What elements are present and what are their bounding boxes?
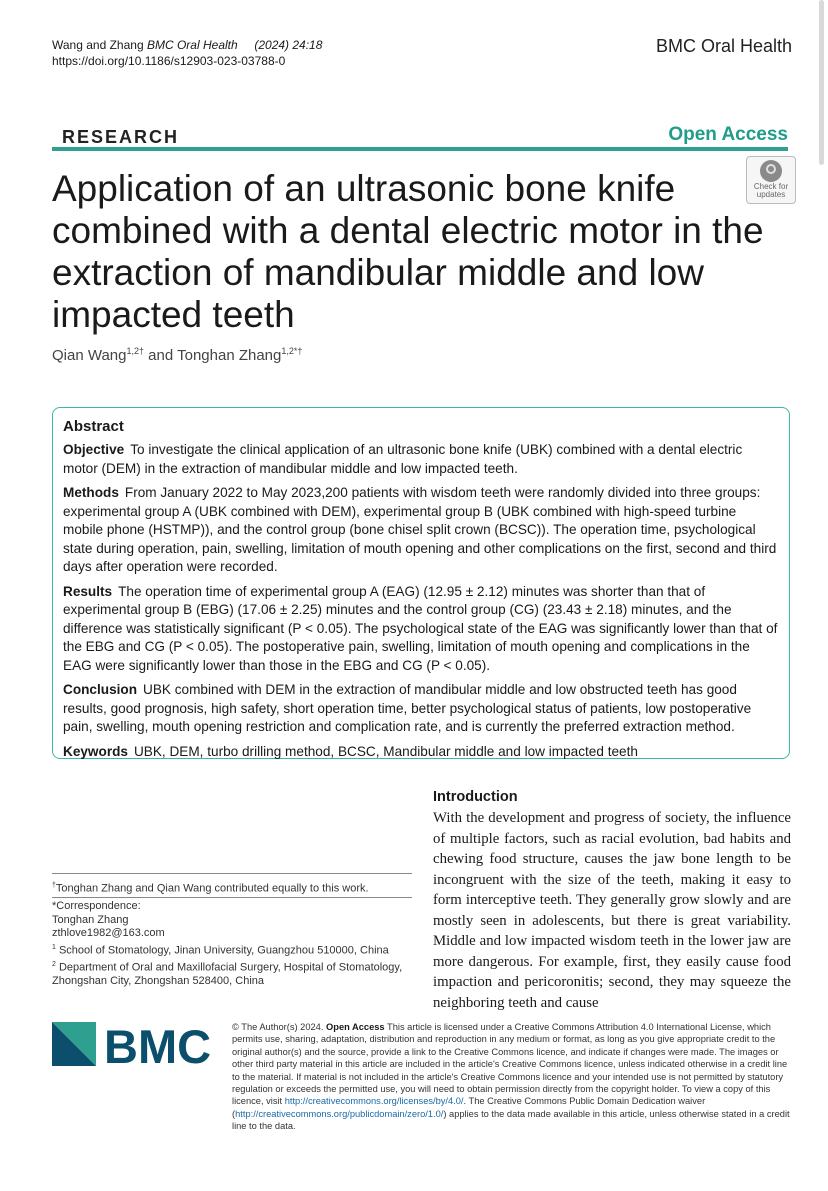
check-for-updates-label: Check for updates xyxy=(753,182,789,199)
citation-year-volume: (2024) 24:18 xyxy=(254,38,323,52)
abstract-conclusion xyxy=(63,681,779,737)
dagger-mark: † xyxy=(52,882,56,889)
keywords-text: UBK, DEM, turbo drilling method, BCSC, Mandibular middle and low impacted teeth xyxy=(133,743,638,759)
abstract-methods xyxy=(63,484,779,577)
affiliation-mark: 1 xyxy=(52,943,56,951)
abstract-heading: Abstract xyxy=(63,418,124,435)
abstract-results xyxy=(63,583,779,676)
copyright-text: © The Author(s) 2024. xyxy=(232,1022,324,1032)
author-affiliation-mark: 1,2† xyxy=(126,346,145,356)
correspondence-email[interactable]: zthlove1982@163.com xyxy=(52,927,165,939)
equal-contribution-note xyxy=(52,879,369,896)
affiliation-text: Department of Oral and Maxillofacial Surgery, Hospital of Stomatology, Zhongshan City, Zhongshan 528400, China xyxy=(52,961,403,987)
introduction-heading: Introduction xyxy=(433,789,518,805)
article-title: Application of an ultrasonic bone knife combined with a dental electric motor in the extraction of mandibular middle and low impacted teeth xyxy=(52,168,764,335)
affiliation-2 xyxy=(52,958,412,989)
correspondence-name: Tonghan Zhang xyxy=(52,913,129,926)
open-access-label: Open Access xyxy=(668,124,788,145)
license-link-cc-by[interactable]: http://creativecommons.org/licenses/by/4.0/ xyxy=(284,1096,464,1107)
author-affiliation-mark: 1,2*† xyxy=(281,346,303,356)
abstract-objective xyxy=(63,441,779,478)
objective-label: Objective xyxy=(63,442,125,457)
license-body: . The Creative Commons Public Domain Dedication waiver ( xyxy=(232,1096,706,1119)
bmc-logo-text: BMC xyxy=(104,1022,212,1068)
introduction-body: With the development and progress of society, the influence of multiple factors, such as racial evolution, bad habits and chewing food structure, causes the jaw bone length to be incongruent with the size of the teeth, making it easy to form interceptive teeth. They generally grow slowly and are mostly seen in adolescents, but there is great variability. Middle and low impacted wisdom teeth in the lower jaw are more dangerous. For example, first, they easily cause food impaction and pericoronitis; second, they may squeeze the neighboring teeth and cause xyxy=(433,810,791,1011)
license-body: This article is licensed under a Creative Commons Attribution 4.0 International License, which permits use, sharing, adaptation, distribution and reproduction in any medium or format, as long as you give appropriate credit to the original author(s) and the source, provide a link to the Creative Commons licence, and indicate if changes were made. The images or other third party material in this article are included in the article's Creative Commons licence, unless indicated otherwise in a credit line to the material. If material is not included in the article's Creative Commons licence and your intended use is not permitted by statutory regulation or exceeds the permitted use, you will need to obtain permission directly from the copyright holder. To view a copy of this licence, visit xyxy=(232,1022,788,1107)
methods-label: Methods xyxy=(63,485,119,500)
results-label: Results xyxy=(63,583,113,599)
objective-text: To investigate the clinical application of an ultrasonic bone knife (UBK) combined with a dental electric motor (DEM) in the extraction of mandibular middle and low impacted teeth. xyxy=(63,442,743,476)
author-name[interactable]: Tonghan Zhang xyxy=(177,347,282,364)
license-link-cc-zero[interactable]: http://creativecommons.org/publicdomain/zero/1.0/ xyxy=(235,1108,444,1119)
banner-divider xyxy=(52,147,788,151)
article-type-label: RESEARCH xyxy=(62,127,180,147)
license-text xyxy=(232,1021,794,1133)
citation-line xyxy=(52,38,322,52)
abstract-box xyxy=(52,407,790,759)
conclusion-text: UBK combined with DEM in the extraction of mandibular middle and low obstructed teeth has good results, good prognosis, high safety, short operation time, better psychological status of patients, low postoperative pain, swelling, mouth opening restriction and complication rate, and is currently the preferred extraction method. xyxy=(63,682,752,734)
correspondence-block xyxy=(52,900,412,988)
footnote-divider xyxy=(52,873,412,874)
keywords-label: Keywords xyxy=(63,743,128,759)
affiliation-text: School of Stomatology, Jinan University, Guangzhou 510000, China xyxy=(58,944,389,957)
equal-contribution-text: Tonghan Zhang and Qian Wang contributed equally to this work. xyxy=(55,882,369,895)
license-body: ) applies to the data made available in this article, unless otherwise stated in a credit line to the data. xyxy=(232,1108,790,1132)
doi-link[interactable]: https://doi.org/10.1186/s12903-023-03788-0 xyxy=(52,54,286,68)
affiliation-1 xyxy=(52,941,412,958)
methods-text: From January 2022 to May 2023,200 patients with wisdom teeth were randomly divided into three groups: experimental group A (UBK combined with DEM), experimental group B (UBK combined with high-speed turbine mobile phone (HSTMP)), and the control group (bone chisel split crown (BCSC)). The operation time, psychological state during operation, pain, swelling, limitation of mouth opening and other complications on the first, second and third days after operation were recorded. xyxy=(63,485,777,574)
author-name[interactable]: Qian Wang xyxy=(52,347,127,364)
abstract-keywords xyxy=(63,743,779,762)
scrollbar[interactable] xyxy=(819,0,824,165)
journal-name: BMC Oral Health xyxy=(655,36,792,56)
correspondence-label: *Correspondence: xyxy=(52,900,141,912)
author-list xyxy=(52,346,302,364)
conclusion-label: Conclusion xyxy=(63,682,138,697)
license-open-access-label: Open Access xyxy=(326,1022,385,1032)
bmc-logo xyxy=(52,1022,222,1068)
footnote-divider xyxy=(52,897,412,898)
citation-authors: Wang and Zhang xyxy=(52,38,144,52)
results-text: The operation time of experimental group A (EAG) (12.95 ± 2.12) minutes was shorter than that of experimental group B (EBG) (17.06 ± 2.25) minutes and the control group (CG) (23.43 ± 2.18) minutes, and the difference was statistically significant (P < 0.05). The psychological state of the EAG was significantly lower than that of the EBG and CG (P < 0.05). The postoperative pain, swelling, limitation of mouth opening and complications in the EAG were significantly lower than those in the EBG and CG (P < 0.05). xyxy=(63,583,778,673)
author-connector: and xyxy=(144,347,178,364)
citation-journal: BMC Oral Health xyxy=(146,38,238,52)
affiliation-mark: 2 xyxy=(52,960,56,968)
